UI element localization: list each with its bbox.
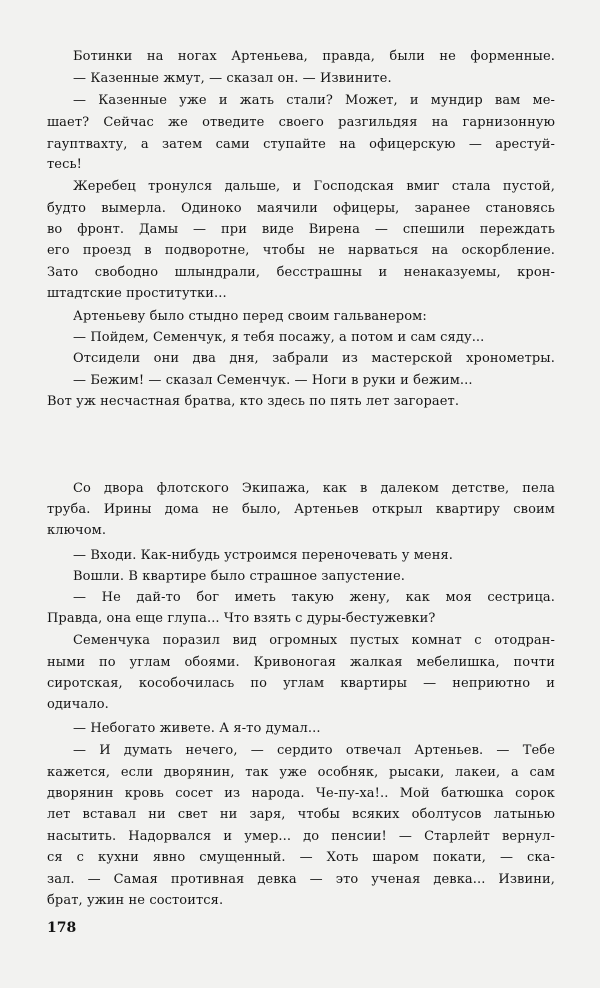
- text-line: шает? Сейчас же отведите своего разгильдяя на гарнизонную: [47, 115, 555, 130]
- text-line: — Пойдем, Семенчук, я тебя посажу, а потом и сам сяду...: [73, 330, 485, 345]
- text-line: ключом.: [47, 523, 107, 538]
- text-line: Семенчука поразил вид огромных пустых комнат с отодран-: [73, 633, 555, 648]
- text-line: во фронт. Дамы — при виде Вирена — спешили переждать: [47, 222, 555, 237]
- text-line: Вот уж несчастная братва, кто здесь по пять лет загорает.: [47, 394, 460, 409]
- text-line: — Казенные уже и жать стали? Может, и мундир вам ме-: [73, 93, 555, 108]
- text-line: кажется, если дворянин, так уже особняк, рысаки, лакеи, а сам: [47, 765, 555, 780]
- text-line: одичало.: [47, 697, 109, 712]
- page-number: 178: [47, 920, 77, 936]
- text-line: дворянин кровь сосет из народа. Че-пу-ха!.. Мой батюшка сорок: [47, 786, 555, 801]
- text-line: зал. — Самая противная девка — это ученая девка... Извини,: [47, 872, 555, 887]
- text-line: — Не дай-то бог иметь такую жену, как моя сестрица.: [73, 590, 555, 605]
- text-line: штадтские проститутки...: [47, 286, 227, 301]
- text-line: гауптвахту, а затем сами ступайте на офицерскую — арестуй-: [47, 137, 555, 152]
- text-line: — Казенные жмут, — сказал он. — Извините.: [73, 71, 392, 86]
- text-line: ся с кухни явно смущенный. — Хоть шаром покати, — ска-: [47, 850, 555, 865]
- text-line: брат, ужин не состоится.: [47, 893, 224, 908]
- text-line: будто вымерла. Одиноко маячили офицеры, заранее становясь: [47, 201, 555, 216]
- text-line: Зато свободно шлындрали, бесстрашны и ненаказуемы, крон-: [47, 265, 555, 280]
- text-line: ными по углам обоями. Кривоногая жалкая мебелишка, почти: [47, 655, 555, 670]
- text-line: Отсидели они два дня, забрали из мастерской хронометры.: [73, 351, 555, 366]
- text-line: Артеньеву было стыдно перед своим гальванером:: [73, 309, 427, 324]
- text-line: Правда, она еще глупа... Что взять с дуры-бестужевки?: [47, 611, 436, 626]
- text-line: лет вставал ни свет ни заря, чтобы всяких оболтусов латынью: [47, 807, 555, 822]
- text-line: — Небогато живете. А я-то думал...: [73, 721, 321, 736]
- text-line: — И думать нечего, — сердито отвечал Артеньев. — Тебе: [73, 743, 555, 758]
- text-line: Вошли. В квартире было страшное запустение.: [73, 569, 405, 584]
- text-line: — Входи. Как-нибудь устроимся переночевать у меня.: [73, 548, 453, 563]
- text-line: Ботинки на ногах Артеньева, правда, были не форменные.: [73, 49, 555, 64]
- text-line: сиротская, кособочилась по углам квартиры — неприютно и: [47, 676, 555, 691]
- text-line: тесь!: [47, 157, 82, 172]
- text-line: — Бежим! — сказал Семенчук. — Ноги в руки и бежим...: [73, 373, 473, 388]
- text-line: Жеребец тронулся дальше, и Господская вмиг стала пустой,: [73, 179, 555, 194]
- text-line: насытить. Надорвался и умер... до пенсии! — Старлейт вернул-: [47, 829, 555, 844]
- text-line: труба. Ирины дома не было, Артеньев открыл квартиру своим: [47, 502, 555, 517]
- text-line: Со двора флотского Экипажа, как в далеком детстве, пела: [73, 481, 555, 496]
- text-line: его проезд в подворотне, чтобы не нарваться на оскорбление.: [47, 243, 555, 258]
